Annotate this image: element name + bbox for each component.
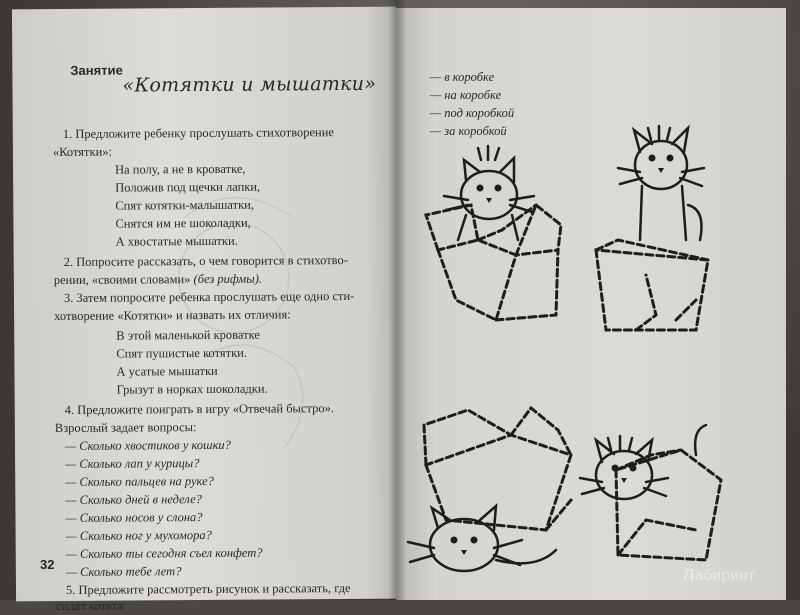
question-item: — Сколько ног у мухомора?: [65, 527, 212, 543]
question-item: — Сколько пальцев на руке?: [65, 473, 214, 489]
poem-1-line: Спят котятки-малышатки,: [115, 197, 255, 213]
position-item: — под коробкой: [430, 106, 515, 120]
position-item: — в коробке: [430, 70, 495, 84]
question-item: — Сколько дней в неделе?: [65, 492, 202, 507]
poem-2-line: В этой маленькой кроватке: [116, 327, 260, 343]
item-5-line-2: сидят котята:: [56, 598, 127, 614]
question-item: — Сколько ты сегодня съел конфет?: [65, 545, 263, 561]
cat-in-box: [426, 205, 561, 320]
watermark-logo: Лабиринт: [683, 567, 756, 584]
left-page: [12, 7, 400, 614]
question-item: — Сколько носов у слона?: [65, 510, 203, 525]
question-item: — Сколько тебе лет?: [65, 564, 182, 579]
item-3-line-2: хотворение «Котятки» и назвать их отличия:: [54, 307, 291, 324]
item-2-line-2: рении, «своими словами» (без рифмы).: [53, 271, 263, 288]
poem-1-line: На полу, а не в кроватке,: [115, 161, 246, 177]
poem-2-line: А усатые мышатки: [116, 363, 218, 379]
page-title: «Котятки и мышатки»: [122, 72, 377, 97]
position-item: — за коробкой: [430, 124, 507, 138]
item-1-line-2: «Котятки»:: [52, 144, 113, 160]
poem-1-line: Снятся им не шоколадки,: [115, 215, 251, 231]
item-5-line-1: 5. Предложите рассмотреть рисунок и рассказать, где: [65, 580, 351, 597]
question-item: — Сколько лап у курицы?: [65, 456, 200, 471]
poem-2-line: Спят пушистые котятки.: [116, 345, 248, 361]
poem-1-line: Положив под щечки лапки,: [115, 179, 261, 195]
item-4-line-1: 4. Предложите поиграть в игру «Отвечай быстро».: [64, 401, 335, 417]
item-3-line-1: 3. Затем попросите ребенка прослушать еще одно сти-: [63, 288, 355, 305]
poem-2-line: Грызут в норках шоколадки.: [116, 381, 268, 397]
cat-under-box: [424, 408, 571, 530]
cats-and-boxes-illustration: [396, 0, 786, 600]
lesson-label: Занятие: [70, 62, 123, 78]
item-1-line-1: 1. Предложите ребенку прослушать стихотворение: [62, 125, 335, 141]
poem-1-line: А хвостатые мышатки.: [115, 233, 238, 249]
position-item: — на коробке: [430, 88, 502, 102]
question-item: — Сколько хвостиков у кошки?: [64, 437, 231, 453]
item-4-line-2: Взрослый задает вопросы:: [54, 420, 197, 436]
item-2-line-1: 2. Попросите рассказать, о чем говорится в стихотво-: [63, 253, 348, 269]
page-number: 32: [40, 557, 55, 572]
cat-on-box: [596, 240, 708, 330]
